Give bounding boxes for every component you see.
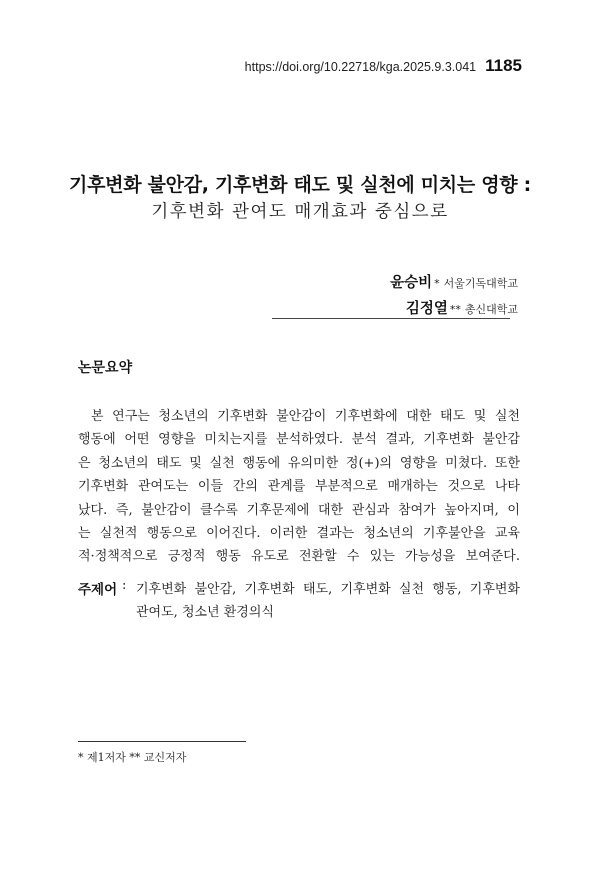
abstract-line: 는 실천적 행동으로 이어진다. 이러한 결과는 청소년의 기후불안을 교육 — [78, 526, 520, 542]
author-2-affiliation: 총신대학교 — [464, 303, 518, 316]
abstract-line: 은 청소년의 태도 및 실천 행동에 유의미한 정(+)의 영향을 미쳤다. 또한 — [78, 455, 520, 471]
author-1 — [390, 270, 518, 296]
author-1-affiliation: 서울기독대학교 — [443, 277, 518, 290]
author-block — [390, 270, 518, 322]
author-1-name: 윤승비 — [390, 275, 433, 291]
author-2-name: 김정열 — [405, 301, 448, 317]
page-number: 1185 — [485, 56, 522, 75]
footnote: * 제1저자 ** 교신저자 — [78, 751, 187, 764]
author-divider — [272, 318, 510, 319]
keywords-label: 주제어 — [78, 582, 118, 598]
paper-title: 기후변화 불안감, 기후변화 태도 및 실천에 미치는 영향 : — [69, 174, 531, 196]
author-1-mark: * — [434, 277, 440, 290]
keywords-line-1: 기후변화 불안감, 기후변화 태도, 기후변화 실천 행동, 기후변화 — [136, 582, 520, 597]
paper-subtitle: 기후변화 관여도 매개효과 중심으로 — [151, 202, 449, 222]
abstract-line: 났다. 즉, 불안감이 클수록 기후문제에 대한 관심과 참여가 높아지며, 이 — [78, 502, 520, 518]
abstract-line: 행동에 어떤 영향을 미치는지를 분석하였다. 분석 결과, 기후변화 불안감 — [78, 432, 520, 448]
abstract-body — [78, 405, 520, 569]
abstract-heading: 논문요약 — [78, 360, 133, 376]
abstract-line: 적·정책적으로 긍정적 행동 유도로 전환할 수 있는 가능성을 보여준다. — [78, 549, 520, 565]
keywords-colon: : — [122, 578, 127, 593]
abstract-line: 본 연구는 청소년의 기후변화 불안감이 기후변화에 대한 태도 및 실천 — [91, 409, 520, 424]
keywords-line-2: 관여도, 청소년 환경의식 — [136, 605, 274, 620]
page-header — [245, 56, 522, 76]
doi-link[interactable]: https://doi.org/10.22718/kga.2025.9.3.041 — [244, 60, 477, 74]
footnote-divider — [78, 741, 246, 742]
abstract-line: 기후변화 관여도는 이들 간의 관계를 부분적으로 매개하는 것으로 나타 — [78, 479, 520, 495]
author-2-mark: ** — [449, 303, 461, 316]
